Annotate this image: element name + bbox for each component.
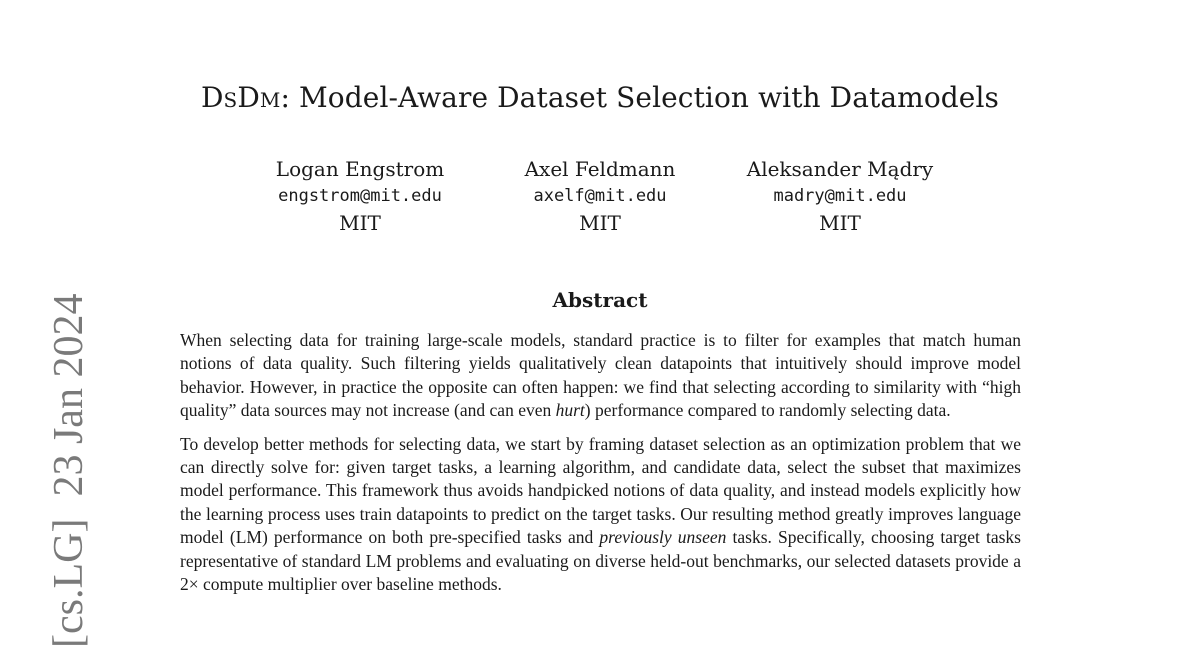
abstract-emphasis: hurt [555, 400, 585, 421]
title-method-name: DsDm [201, 81, 281, 114]
abstract-body [180, 329, 1021, 606]
author-affiliation: MIT [339, 211, 381, 235]
author-name: Aleksander Mądry [746, 157, 934, 181]
abstract-text: tasks. Specifically, choosing target tasks representative of standard LM problems and evaluating on diverse held-out benchmarks, our selected datasets provide a 2× compute multiplier over baseline methods. [180, 527, 1021, 595]
author-affiliation: MIT [579, 211, 621, 235]
author-list [0, 156, 1200, 237]
author-block [240, 156, 480, 237]
abstract-paragraph [180, 433, 1021, 597]
author-email[interactable]: engstrom@mit.edu [278, 186, 442, 206]
paper-title [0, 80, 1200, 116]
abstract-emphasis: previously unseen [599, 527, 727, 548]
abstract-text: When selecting data for training large-scale models, standard practice is to filter for examples that match human notions of data quality. Such filtering yields qualitatively clean datapoints that intuitively should improve model behavior. However, in practice the opposite can often happen: we find that selecting according to similarity with “high quality” data sources may not increase (and can even [180, 330, 1021, 421]
abstract-text: ) performance compared to randomly selecting data. [584, 400, 951, 421]
arxiv-category: [cs.LG] [46, 518, 92, 648]
author-block [480, 156, 720, 237]
abstract-text: To develop better methods for selecting data, we start by framing dataset selection as an optimization problem that we can directly solve for: given target tasks, a learning algorithm, and candidate data, select the subset that maximizes model performance. This framework thus avoids handpicked notions of data quality, and instead models explicitly how the learning process uses train datapoints to predict on the target tasks. Our resulting method greatly improves language model (LM) performance on both pre-specified tasks and [180, 433, 1021, 548]
title-rest: : Model-Aware Dataset Selection with Datamodels [280, 81, 999, 114]
abstract-heading: Abstract [552, 288, 648, 312]
author-email[interactable]: madry@mit.edu [773, 186, 907, 206]
author-email[interactable]: axelf@mit.edu [533, 186, 667, 206]
author-name: Logan Engstrom [275, 157, 445, 181]
author-name: Axel Feldmann [524, 157, 676, 181]
arxiv-sidebar-stamp [46, 293, 92, 648]
arxiv-date: 23 Jan 2024 [46, 293, 92, 497]
author-block [720, 156, 960, 237]
abstract-paragraph [180, 329, 1021, 423]
author-affiliation: MIT [819, 211, 861, 235]
